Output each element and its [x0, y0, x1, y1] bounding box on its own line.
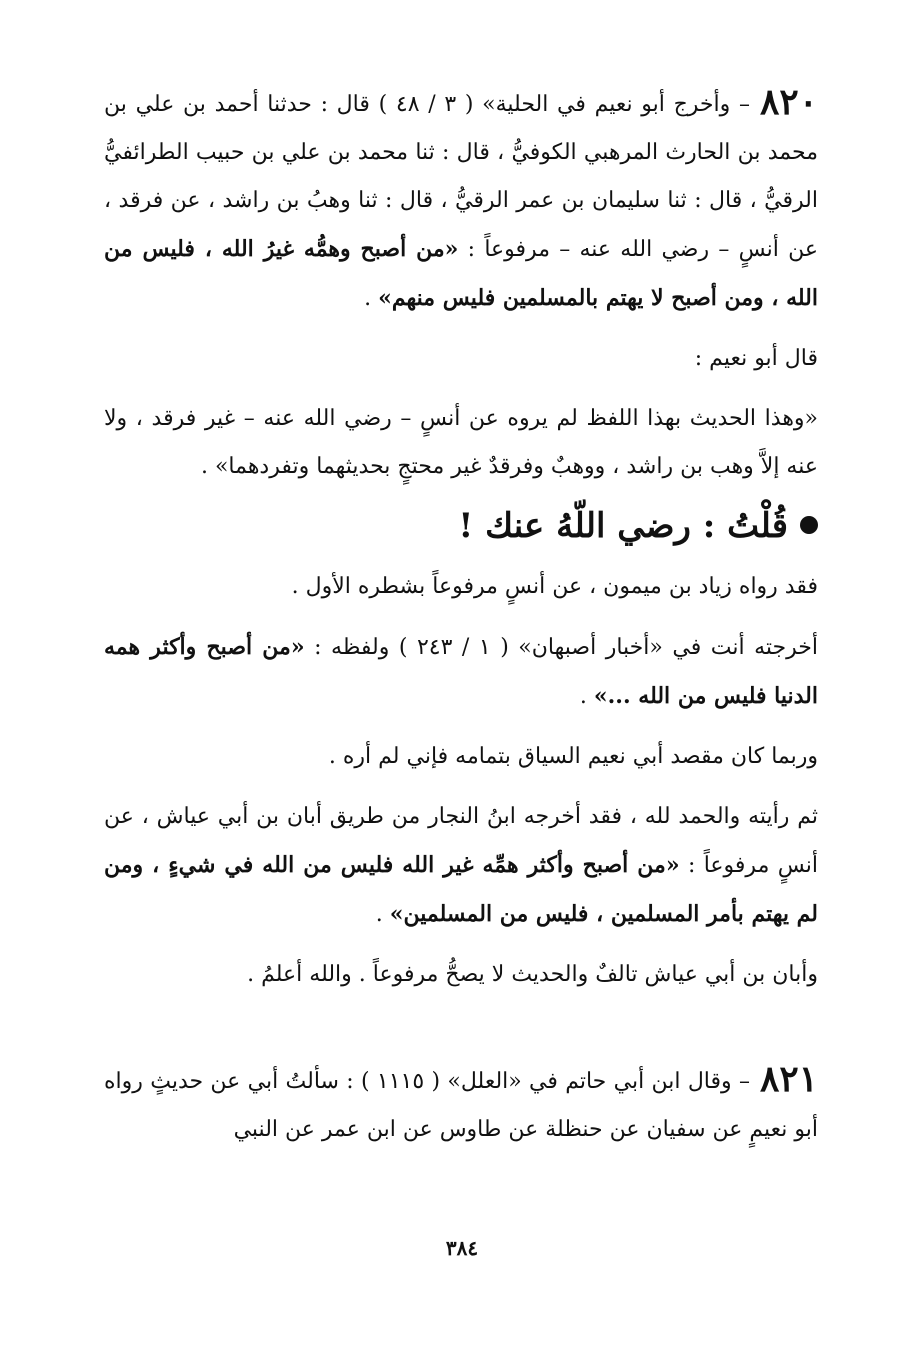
entry-821 [104, 1055, 818, 1154]
abu-nuaym-quote: «وهذا الحديث بهذا اللفظ لم يروه عن أنسٍ – رضي الله عنه – غير فرقد ، ولا عنه إلاَّ وهب بن راشد ، ووهبٌ وفرقدٌ غير محتجٍ بحديثهما وتفردهما» . [104, 406, 818, 479]
paragraph-akhbar [104, 623, 818, 721]
entry-number-821: ٨٢١ [759, 1058, 818, 1100]
paragraph-ziyad: فقد رواه زياد بن ميمون ، عن أنسٍ مرفوعاً بشطره الأول . [291, 574, 818, 599]
entry-820-hadith: «من أصبح وهمُّه غيرُ الله ، فليس من الله ، ومن أصبح لا يهتم بالمسلمين فليس منهم» [104, 236, 818, 311]
abu-nuaym-label: قال أبو نعيم : [694, 346, 818, 371]
thumma-intro: ثم رأيته والحمد لله ، فقد أخرجه ابنُ النجار من طريق أبان بن أبي عياش ، عن أنسٍ مرفوعاً : [104, 804, 818, 878]
page-body [104, 78, 818, 1154]
akhbar-end: . [579, 684, 594, 709]
akhbar-intro: أخرجته أنت في «أخبار أصبهان» ( ١ / ٢٤٣ ) ولفظه : [304, 635, 818, 660]
paragraph-aban: وأبان بن أبي عياش تالفٌ والحديث لا يصحُّ مرفوعاً . والله أعلمُ . [247, 962, 818, 987]
heading-text: قُلْتُ : رضي اللّهُ عنك ! [458, 506, 788, 546]
entry-number-820: ٨٢٠ [759, 81, 818, 123]
bullet-icon [800, 516, 818, 534]
page-number: ٣٨٤ [445, 1236, 479, 1260]
thumma-end: . [375, 902, 390, 927]
akhbar-hadith: «من أصبح وأكثر همه الدنيا فليس من الله ...» [104, 634, 818, 709]
paragraph-thumma [104, 793, 818, 939]
entry-820-hadith-end: . [364, 286, 379, 311]
thumma-hadith: «من أصبح وأكثر همِّه غير الله فليس من الله في شيءٍ ، ومن لم يهتم بأمر المسلمين ، فليس من المسلمين» [104, 852, 818, 927]
entry-820-intro: – وأخرج أبو نعيم في الحلية» ( ٣ / ٤٨ ) قال : حدثنا أحمد بن علي بن محمد بن الحارث المرهبي الكوفيُّ ، قال : ثنا محمد بن علي بن حبيب الطرائفيُّ الرقيُّ ، قال : ثنا سليمان بن عمر الرقيُّ ، قال : ثنا وهبُ بن راشد ، عن فرقد ، عن أنسٍ – رضي الله عنه – مرفوعاً : [104, 92, 819, 262]
section-spacer [104, 999, 818, 1055]
qultu-heading [104, 495, 818, 557]
entry-821-text: – وقال ابن أبي حاتم في «العلل» ( ١١١٥ ) : سألتُ أبي عن حديثٍ رواه أبو نعيمٍ عن سفيان عن حنظلة عن طاوس عن ابن عمر عن النبي [104, 1069, 818, 1142]
paragraph-rubama: وربما كان مقصد أبي نعيم السياق بتمامه فإني لم أره . [328, 744, 818, 769]
entry-820 [104, 78, 818, 323]
